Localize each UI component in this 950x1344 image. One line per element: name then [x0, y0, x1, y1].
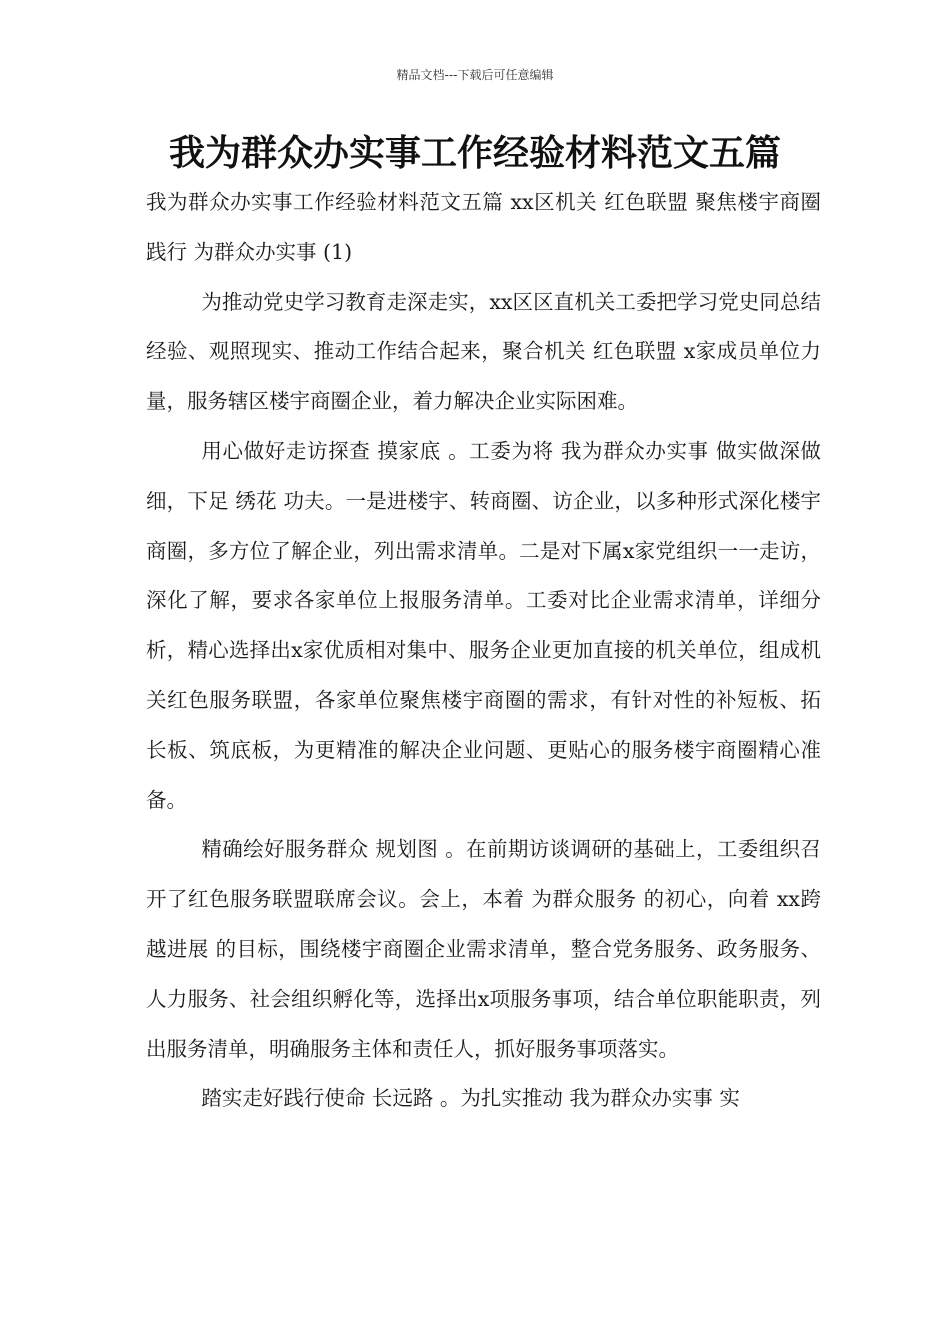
body-paragraph: 用心做好走访探查 摸家底 。工委为将 我为群众办实事 做实做深做细，下足 绣花 功夫。一是进楼宇、转商圈、访企业，以多种形式深化楼宇商圈，多方位了解企业，列出需求清单。二是对下属x家党组织一一走访，深化了解，要求各家单位上报服务清单。工委对比企业需求清单，详细分析，精心选择出x家优质相对集中、服务企业更加直接的机关单位，组成机关红色服务联盟，各家单位聚焦楼宇商圈的需求，有针对性的补短板、拓长板、筑底板，为更精准的解决企业问题、更贴心的服务楼宇商圈精心准备。: [146, 438, 821, 812]
body-paragraph: 踏实走好践行使命 长远路 。为扎实推动 我为群众办实事 实: [201, 1086, 740, 1111]
subtitle-paragraph: 我为群众办实事工作经验材料范文五篇 xx区机关 红色联盟 聚焦楼宇商圈践行 为群众办实事 (1): [146, 190, 821, 264]
body-paragraph: 精确绘好服务群众 规划图 。在前期访谈调研的基础上，工委组织召开了红色服务联盟联席会议。会上，本着 为群众服务 的初心，向着 xx跨越进展 的目标，围绕楼宇商圈企业需求清单，整合党务服务、政务服务、人力服务、社会组织孵化等，选择出x项服务事项，结合单位职能职责，列出服务清单，明确服务主体和责任人，抓好服务事项落实。: [146, 837, 821, 1061]
document-title: 我为群众办实事工作经验材料范文五篇: [168, 133, 781, 174]
document-body: [146, 178, 821, 1124]
body-paragraph: 为推动党史学习教育走深走实，xx区区直机关工委把学习党史同总结经验、观照现实、推动工作结合起来，聚合机关 红色联盟 x家成员单位力量，服务辖区楼宇商圈企业，着力解决企业实际困难。: [146, 289, 821, 414]
header-note: 精品文档---下载后可任意编辑: [396, 68, 554, 82]
